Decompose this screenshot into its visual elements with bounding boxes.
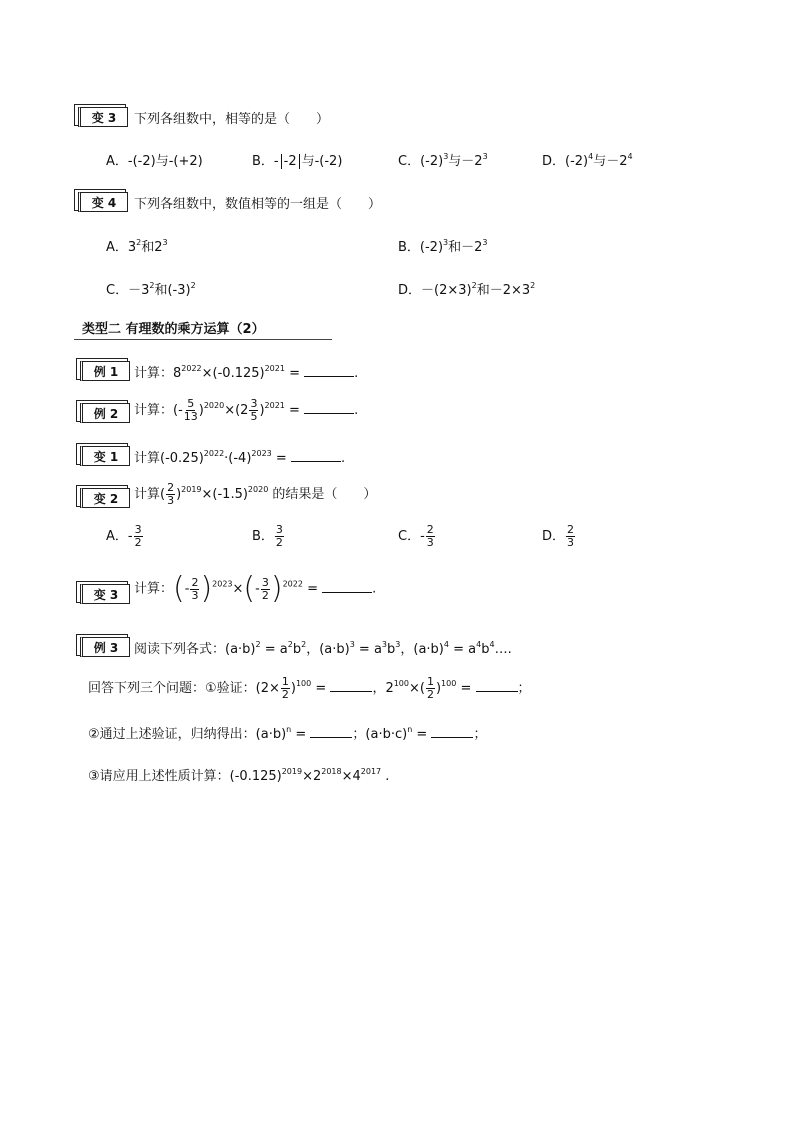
option-c: C．$(-2)^3$与$-2^3$ bbox=[398, 152, 488, 169]
label-bian3: 变 3 bbox=[74, 104, 126, 126]
answer-blank[interactable] bbox=[304, 403, 354, 414]
label-li2: 例 2 bbox=[76, 400, 128, 422]
answer-blank[interactable] bbox=[330, 681, 372, 692]
answer-blank[interactable] bbox=[310, 727, 352, 738]
label-bian1: 变 1 bbox=[76, 443, 128, 465]
section-title: 类型二 有理数的乘方运算（2） bbox=[74, 318, 332, 340]
question-li3-part2: ②通过上述验证，归纳得出：$(a\cdot b)^n$ = ；$(a\cdot b\cdot c)^n$ = ； bbox=[88, 725, 487, 742]
option-c: C．$-3^2$和$(-3)^2$ bbox=[106, 281, 196, 298]
answer-blank[interactable] bbox=[304, 366, 354, 377]
option-d: D．$(-2)^4$与$-2^4$ bbox=[542, 152, 633, 169]
option-a: A．- $\frac{3}{2}$ bbox=[106, 523, 142, 549]
answer-blank[interactable] bbox=[476, 681, 518, 692]
question-bian2-stem: 计算( $\frac{2}{3}$ )$^{2019}\times(-1.5)^{2020}$ 的结果是（ ） bbox=[134, 481, 377, 507]
question-li3-stem: 阅读下列各式：$(a\cdot b)^2 = a^2b^2$，$(a\cdot b)^3 = a^3b^3$，$(a\cdot b)^4$ = $a^4b^4\dots$. bbox=[134, 640, 512, 657]
question-bian4-stem: 下列各组数中，数值相等的一组是（ ） bbox=[134, 197, 382, 212]
answer-blank[interactable] bbox=[322, 582, 372, 593]
question-bian3-stem: 下列各组数中，相等的是（ ） bbox=[134, 112, 330, 127]
option-d: D．$-(2\times 3)^2$和$-2\times 3^2$ bbox=[398, 281, 536, 298]
label-li1: 例 1 bbox=[76, 358, 128, 380]
answer-blank[interactable] bbox=[291, 451, 341, 462]
answer-blank[interactable] bbox=[431, 727, 473, 738]
label-bian2: 变 2 bbox=[76, 485, 128, 507]
question-li1: 计算：$8^{2022}\times(-0.125)^{2021}$ = . bbox=[134, 364, 359, 381]
question-bian1: 计算$(-0.25)^{2022}\cdot(-4)^{2023}$ = . bbox=[134, 449, 346, 466]
label-bian3b: 变 3 bbox=[76, 581, 128, 603]
question-bian3b: 计算：(- $\frac{2}{3}$ )$^{2023}$×(- $\frac{3}{2}$ )$^{2022}$ = . bbox=[134, 571, 377, 606]
question-li3-part1: 回答下列三个问题：①验证：(2× $\frac{1}{2}$ )$^{100}$ = ，$2^{100}\times$( $\frac{1}{2}$ )$^{100}$ = ； bbox=[88, 675, 531, 701]
option-a: A．$3^2$和$2^3$ bbox=[106, 238, 168, 255]
option-c: C．- $\frac{2}{3}$ bbox=[398, 523, 434, 549]
option-b: B．$(-2)^3$和$-2^3$ bbox=[398, 238, 488, 255]
question-li3-part3: ③请应用上述性质计算：$(-0.125)^{2019}\times 2^{2018}\times 4^{2017}$ . bbox=[88, 767, 390, 784]
label-bian4: 变 4 bbox=[74, 189, 126, 211]
option-b: B．- -2 与-(-2) bbox=[252, 154, 343, 169]
label-li3: 例 3 bbox=[76, 634, 128, 656]
question-li2: 计算：(- $\frac{5}{13}$ )$^{2020}$×(2 $\frac{3}{5}$ )$^{2021}$ = . bbox=[134, 397, 359, 423]
option-b: B． $\frac{3}{2}$ bbox=[252, 523, 283, 549]
option-d: D． $\frac{2}{3}$ bbox=[542, 523, 575, 549]
option-a: A．-(-2)与-(+2) bbox=[106, 154, 203, 169]
